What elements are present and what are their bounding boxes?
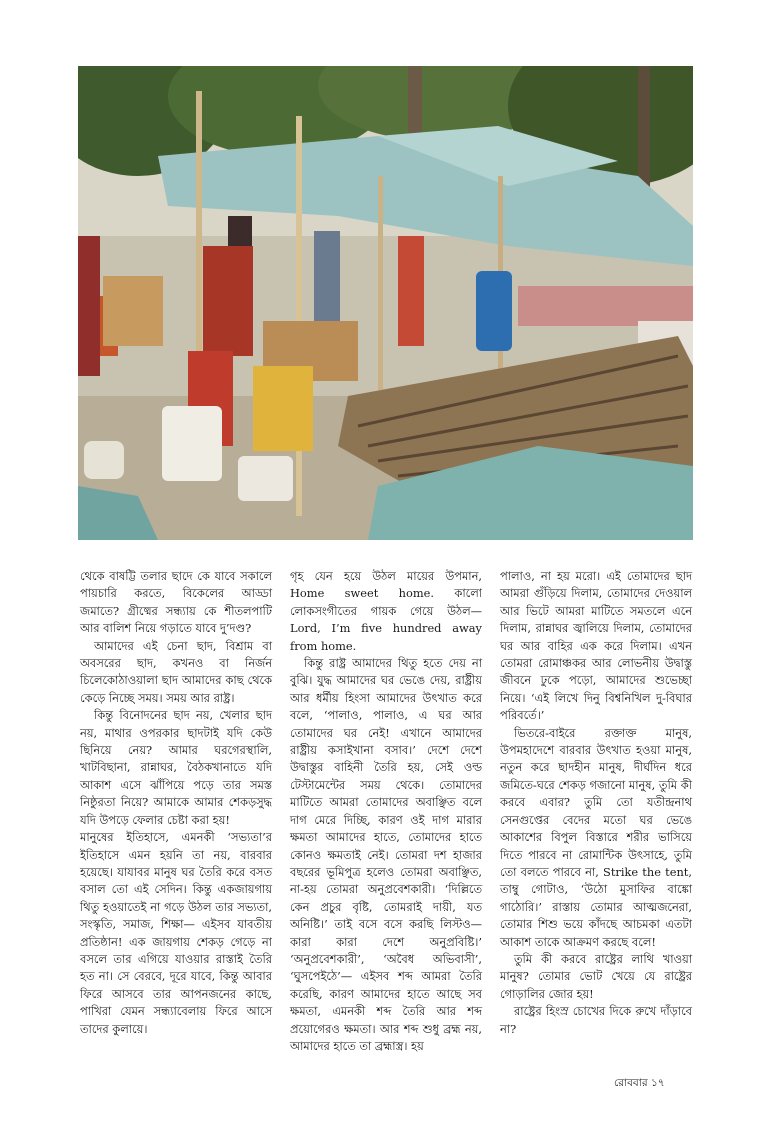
paragraph: কিন্তু রাষ্ট্র আমাদের থিতু হতে দেয় না বুঝি। যুদ্ধ আমাদের ঘর ভেঙে দেয়, রাষ্ট্রীয় আর ধর্মীয় হিংসা আমাদের উৎখাত করে বলে, ‘পালাও, পালাও, এ ঘর আর তোমাদের ঘর নেই! এখানে আমাদের রাষ্ট্রীয় কসাইখানা বসাব।’ দেশে দেশে উদ্বাস্তুর বাহিনী তৈরি হয়, সেই ওল্ড টেস্টামেন্টের সময় থেকে। তোমাদের মাটিতে আমরা তোমাদের অবাঞ্ছিত বলে দাগ মেরে দিচ্ছি, কারণ ওই দাগ মারার ক্ষমতা আমাদের হাতে, তোমাদের হাতে কোনও ক্ষমতাই নেই। তোমরা দশ হাজার বছরের ভূমিপুত্র হলেও তোমরা অবাঞ্ছিত, না-হয় তোমরা অনুপ্রবেশকারী। ‘দিল্লিতে কেন প্রচুর বৃষ্টি, তোমরাই দায়ী, যত অনিষ্টি।’ তাই বসে বসে করছি লিস্টও— কারা কারা দেশে অনুপ্রবিষ্টি।’ ‘অনুপ্রবেশকারী’, ‘অবৈধ অভিবাসী’, ‘ঘুসপেইঠে’— এইসব শব্দ আমরা তৈরি করেছি, কারণ আমাদের হাতে আছে সব ক্ষমতা, এমনকী শব্দ তৈরি আর শব্দ প্রয়োগেরও ক্ষমতা। আর শব্দ শুধু ব্রহ্ম নয়, আমাদের হাতে তা ব্রহ্মাস্ত্র। হয়: [290, 656, 482, 1053]
article-column-3: [500, 568, 692, 1038]
paragraph: গৃহ যেন হয়ে উঠল মায়ের উপমান, Home sweet home. কালো লোকসংগীতের গায়ক গেয়ে উঠল— Lord, I’m five hundred away from home.: [290, 569, 482, 653]
page-number: ১৭: [650, 1077, 665, 1089]
magazine-name: রোববার: [614, 1077, 648, 1089]
paragraph: তুমি কী করবে রাষ্ট্রের লাথি খাওয়া মানুষ? তোমার ভোট খেয়ে যে রাষ্ট্রের গোড়ালির জোর হয়!: [500, 951, 692, 1001]
article-column-2: [290, 568, 482, 1055]
paragraph: আমাদের এই চেনা ছাদ, বিশ্রাম বা অবসরের ছাদ, কখনও বা নির্জন চিলেকোঠাওয়ালা ছাদ আমাদের কাছ থেকে কেড়ে নিচ্ছে সময়। সময় আর রাষ্ট্র।: [80, 638, 272, 705]
paragraph: থেকে বাষট্টি তলার ছাদে কে যাবে সকালে পায়চারি করতে, বিকেলের আড্ডা জমাতে? গ্রীষ্মের সন্ধ্যায় কে শীতলপাটি আর বালিশ নিয়ে গড়াতে যাবে দু’দণ্ড?: [80, 569, 272, 636]
page-footer: [614, 1076, 714, 1093]
paragraph: ভিতরে-বাইরে রক্তাক্ত মানুষ, উপমহাদেশে বারবার উৎখাত হওয়া মানুষ, নতুন করে ছাদহীন মানুষ, দীর্ঘদিন ধরে জমিতে-ঘরে শেকড় গজানো মানুষ, তুমি কী করবে এবার? তুমি তো যতীন্দ্রনাথ সেনগুপ্তের বেদের মতো ঘর ভেঙে আকাশের বিপুল বিস্তারে শরীর ভাসিয়ে দিতে পারবে না রোমান্টিক উৎসাহে, তুমি তো বলতে পারবে না, Strike the tent, তাম্বু গোটাও, ‘উঠো মুসাফির বাঙ্কো গাঠোরি।’ রাস্তায় তোমার আত্মজনেরা, তোমার শিশু ভয়ে কাঁদছে আচমকা এতটা আকাশ তাকে আক্রমণ করছে বলে!: [500, 725, 692, 949]
photo-icon: [78, 66, 693, 540]
paragraph: কিন্তু বিনোদনের ছাদ নয়, খেলার ছাদ নয়, মাথার ওপরকার ছাদটাই যদি কেউ ছিনিয়ে নেয়? আমার ঘরগেরস্থালি, খাটবিছানা, রান্নাঘর, বৈঠকখানাতে যদি আকাশ এসে ঝাঁপিয়ে পড়ে তার সমস্ত নিষ্ঠুরতা নিয়ে? আমাকে আমার শেকড়সুদ্ধ যদি উপড়ে ফেলার চেষ্টা করা হয়!: [80, 708, 272, 827]
article-photo: [78, 66, 693, 540]
paragraph: পালাও, না হয় মরো। এই তোমাদের ছাদ আমরা গুঁড়িয়ে দিলাম, তোমাদের দেওয়াল আর ভিটে আমরা মাটিতে সমতলে এনে দিলাম, রান্নাঘর জ্বালিয়ে দিলাম, তোমাদের ঘর আর বাহির এক করে দিলাম। এখন তোমরা রোমাঞ্চকর আর লোভনীয় উদ্বাস্তু জীবনে ঢুকে পড়ো, আমাদের শুভেচ্ছা নিয়ে। ‘এই লিখে দিনু বিশ্বনিখিল দু-বিঘার পরিবর্তে।’: [500, 569, 692, 723]
article-column-1: [80, 568, 272, 1038]
paragraph: মানুষের ইতিহাসে, এমনকী ‘সভ্যতা’র ইতিহাসে এমন হয়নি তা নয়, বারবার হয়েছে। যাযাবর মানুষ ঘর তৈরি করে বসত বসাল তো এই সেদিন। কিন্তু একজায়গায় থিতু হওয়াতেই না গড়ে উঠল তার সভ্যতা, সংস্কৃতি, সমাজ, শিক্ষা— এইসব যাবতীয় প্রতিষ্ঠান! এক জায়গায় শেকড় গেড়ে না বসলে তার এগিয়ে যাওয়ার রাস্তাই তৈরি হত না। সে বেরবে, দূরে যাবে, কিন্তু আবার ফিরে আসবে তার আপনজনের কাছে, পাখিরা যেমন সন্ধ্যাবেলায় ফিরে আসে তাদের কুলায়ে।: [80, 830, 272, 1036]
paragraph: রাষ্ট্রের হিংস্র চোখের দিকে রুখে দাঁড়াবে না?: [500, 1004, 692, 1036]
